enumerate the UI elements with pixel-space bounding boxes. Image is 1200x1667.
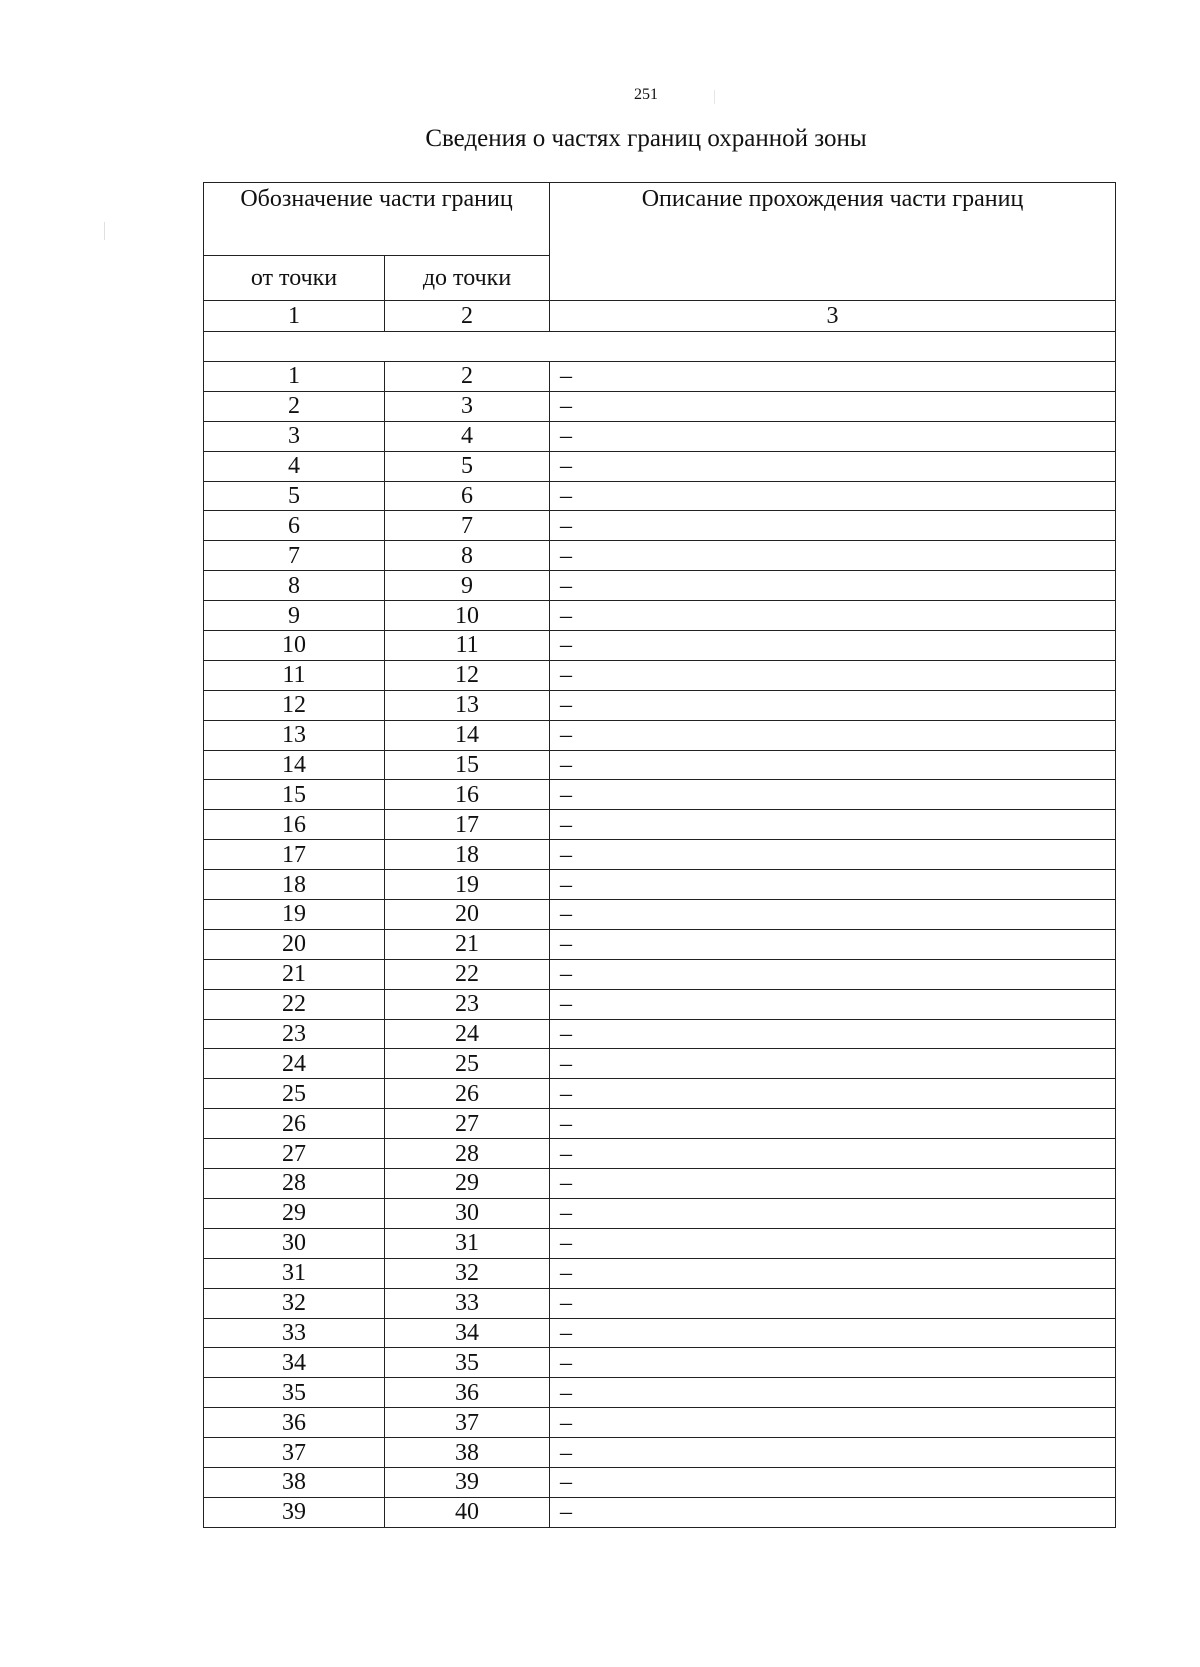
table-row (204, 541, 1116, 571)
column-number-1: 1 (204, 301, 385, 332)
description-cell: – (550, 1378, 1116, 1408)
to-point-cell: 13 (385, 690, 550, 720)
to-point-cell: 39 (385, 1467, 550, 1497)
from-point-cell: 25 (204, 1079, 385, 1109)
table-row (204, 421, 1116, 451)
description-cell: – (550, 362, 1116, 392)
to-point-cell: 25 (385, 1049, 550, 1079)
table-row (204, 720, 1116, 750)
to-point-cell: 28 (385, 1139, 550, 1169)
description-cell: – (550, 1318, 1116, 1348)
empty-section-cell (204, 332, 1116, 362)
description-cell: – (550, 1139, 1116, 1169)
empty-section-row (204, 332, 1116, 362)
from-point-cell: 9 (204, 601, 385, 631)
from-point-cell: 29 (204, 1198, 385, 1228)
table-row (204, 1318, 1116, 1348)
description-cell: – (550, 571, 1116, 601)
description-cell: – (550, 1288, 1116, 1318)
from-point-cell: 22 (204, 989, 385, 1019)
to-point-cell: 12 (385, 660, 550, 690)
table-row (204, 362, 1116, 392)
to-point-cell: 21 (385, 929, 550, 959)
to-point-cell: 4 (385, 421, 550, 451)
from-point-cell: 5 (204, 481, 385, 511)
table-row (204, 1169, 1116, 1199)
from-point-cell: 1 (204, 362, 385, 392)
header-boundary-designation: Обозначение части границ (204, 183, 550, 256)
to-point-cell: 8 (385, 541, 550, 571)
description-cell: – (550, 1438, 1116, 1468)
table-row (204, 1438, 1116, 1468)
table-row (204, 451, 1116, 481)
description-cell: – (550, 451, 1116, 481)
description-cell: – (550, 601, 1116, 631)
from-point-cell: 20 (204, 929, 385, 959)
to-point-cell: 29 (385, 1169, 550, 1199)
to-point-cell: 35 (385, 1348, 550, 1378)
from-point-cell: 19 (204, 900, 385, 930)
description-cell: – (550, 870, 1116, 900)
description-cell: – (550, 660, 1116, 690)
to-point-cell: 36 (385, 1378, 550, 1408)
to-point-cell: 3 (385, 391, 550, 421)
table-row (204, 1467, 1116, 1497)
table-row (204, 391, 1116, 421)
to-point-cell: 24 (385, 1019, 550, 1049)
description-cell: – (550, 1408, 1116, 1438)
table-row (204, 1079, 1116, 1109)
table-row (204, 1198, 1116, 1228)
description-cell: – (550, 421, 1116, 451)
to-point-cell: 7 (385, 511, 550, 541)
description-cell: – (550, 1049, 1116, 1079)
table-row (204, 929, 1116, 959)
description-cell: – (550, 959, 1116, 989)
table-row (204, 481, 1116, 511)
table-row (204, 989, 1116, 1019)
description-cell: – (550, 511, 1116, 541)
table-row (204, 750, 1116, 780)
table-row (204, 1228, 1116, 1258)
from-point-cell: 18 (204, 870, 385, 900)
description-cell: – (550, 720, 1116, 750)
from-point-cell: 26 (204, 1109, 385, 1139)
from-point-cell: 28 (204, 1169, 385, 1199)
description-cell: – (550, 1348, 1116, 1378)
description-cell: – (550, 989, 1116, 1019)
to-point-cell: 32 (385, 1258, 550, 1288)
table-row (204, 1497, 1116, 1527)
description-cell: – (550, 1019, 1116, 1049)
table-row (204, 690, 1116, 720)
from-point-cell: 27 (204, 1139, 385, 1169)
to-point-cell: 27 (385, 1109, 550, 1139)
table-row (204, 1348, 1116, 1378)
description-cell: – (550, 391, 1116, 421)
to-point-cell: 38 (385, 1438, 550, 1468)
scan-edge-mark (104, 222, 105, 240)
table-row (204, 1109, 1116, 1139)
to-point-cell: 10 (385, 601, 550, 631)
from-point-cell: 2 (204, 391, 385, 421)
header-to-point: до точки (385, 256, 550, 301)
description-cell: – (550, 541, 1116, 571)
boundary-parts-table (203, 182, 1116, 1528)
from-point-cell: 23 (204, 1019, 385, 1049)
header-boundary-description: Описание прохождения части границ (550, 183, 1116, 301)
table-row (204, 959, 1116, 989)
to-point-cell: 9 (385, 571, 550, 601)
table-row (204, 810, 1116, 840)
to-point-cell: 23 (385, 989, 550, 1019)
from-point-cell: 24 (204, 1049, 385, 1079)
from-point-cell: 16 (204, 810, 385, 840)
table-row (204, 840, 1116, 870)
table-row (204, 1049, 1116, 1079)
description-cell: – (550, 1258, 1116, 1288)
from-point-cell: 32 (204, 1288, 385, 1318)
table-row (204, 660, 1116, 690)
from-point-cell: 14 (204, 750, 385, 780)
to-point-cell: 11 (385, 631, 550, 661)
column-number-3: 3 (550, 301, 1116, 332)
from-point-cell: 10 (204, 631, 385, 661)
column-number-row (204, 301, 1116, 332)
from-point-cell: 12 (204, 690, 385, 720)
column-number-2: 2 (385, 301, 550, 332)
to-point-cell: 2 (385, 362, 550, 392)
description-cell: – (550, 1497, 1116, 1527)
to-point-cell: 19 (385, 870, 550, 900)
from-point-cell: 36 (204, 1408, 385, 1438)
from-point-cell: 3 (204, 421, 385, 451)
description-cell: – (550, 1198, 1116, 1228)
table-row (204, 1258, 1116, 1288)
to-point-cell: 16 (385, 780, 550, 810)
to-point-cell: 37 (385, 1408, 550, 1438)
to-point-cell: 22 (385, 959, 550, 989)
description-cell: – (550, 750, 1116, 780)
to-point-cell: 14 (385, 720, 550, 750)
description-cell: – (550, 1079, 1116, 1109)
description-cell: – (550, 810, 1116, 840)
from-point-cell: 15 (204, 780, 385, 810)
table-row (204, 1139, 1116, 1169)
from-point-cell: 37 (204, 1438, 385, 1468)
from-point-cell: 38 (204, 1467, 385, 1497)
table-header-row (204, 183, 1116, 256)
description-cell: – (550, 1228, 1116, 1258)
to-point-cell: 30 (385, 1198, 550, 1228)
to-point-cell: 20 (385, 900, 550, 930)
scan-edge-mark (714, 90, 715, 104)
description-cell: – (550, 840, 1116, 870)
description-cell: – (550, 690, 1116, 720)
table-row (204, 870, 1116, 900)
to-point-cell: 18 (385, 840, 550, 870)
to-point-cell: 6 (385, 481, 550, 511)
table-row (204, 631, 1116, 661)
description-cell: – (550, 780, 1116, 810)
to-point-cell: 15 (385, 750, 550, 780)
table-row (204, 1019, 1116, 1049)
page-title: Сведения о частях границ охранной зоны (425, 125, 867, 152)
from-point-cell: 21 (204, 959, 385, 989)
from-point-cell: 6 (204, 511, 385, 541)
to-point-cell: 33 (385, 1288, 550, 1318)
table-row (204, 900, 1116, 930)
header-from-point: от точки (204, 256, 385, 301)
table-row (204, 1378, 1116, 1408)
from-point-cell: 4 (204, 451, 385, 481)
from-point-cell: 30 (204, 1228, 385, 1258)
description-cell: – (550, 631, 1116, 661)
description-cell: – (550, 900, 1116, 930)
table-row (204, 780, 1116, 810)
from-point-cell: 8 (204, 571, 385, 601)
from-point-cell: 7 (204, 541, 385, 571)
to-point-cell: 31 (385, 1228, 550, 1258)
description-cell: – (550, 929, 1116, 959)
table-row (204, 601, 1116, 631)
to-point-cell: 5 (385, 451, 550, 481)
description-cell: – (550, 1169, 1116, 1199)
from-point-cell: 31 (204, 1258, 385, 1288)
from-point-cell: 39 (204, 1497, 385, 1527)
from-point-cell: 33 (204, 1318, 385, 1348)
to-point-cell: 17 (385, 810, 550, 840)
description-cell: – (550, 1109, 1116, 1139)
table-row (204, 1288, 1116, 1318)
from-point-cell: 34 (204, 1348, 385, 1378)
page-number: 251 (634, 86, 658, 103)
to-point-cell: 34 (385, 1318, 550, 1348)
from-point-cell: 11 (204, 660, 385, 690)
table-row (204, 571, 1116, 601)
description-cell: – (550, 1467, 1116, 1497)
table-row (204, 511, 1116, 541)
to-point-cell: 40 (385, 1497, 550, 1527)
from-point-cell: 35 (204, 1378, 385, 1408)
description-cell: – (550, 481, 1116, 511)
to-point-cell: 26 (385, 1079, 550, 1109)
from-point-cell: 13 (204, 720, 385, 750)
table-row (204, 1408, 1116, 1438)
from-point-cell: 17 (204, 840, 385, 870)
